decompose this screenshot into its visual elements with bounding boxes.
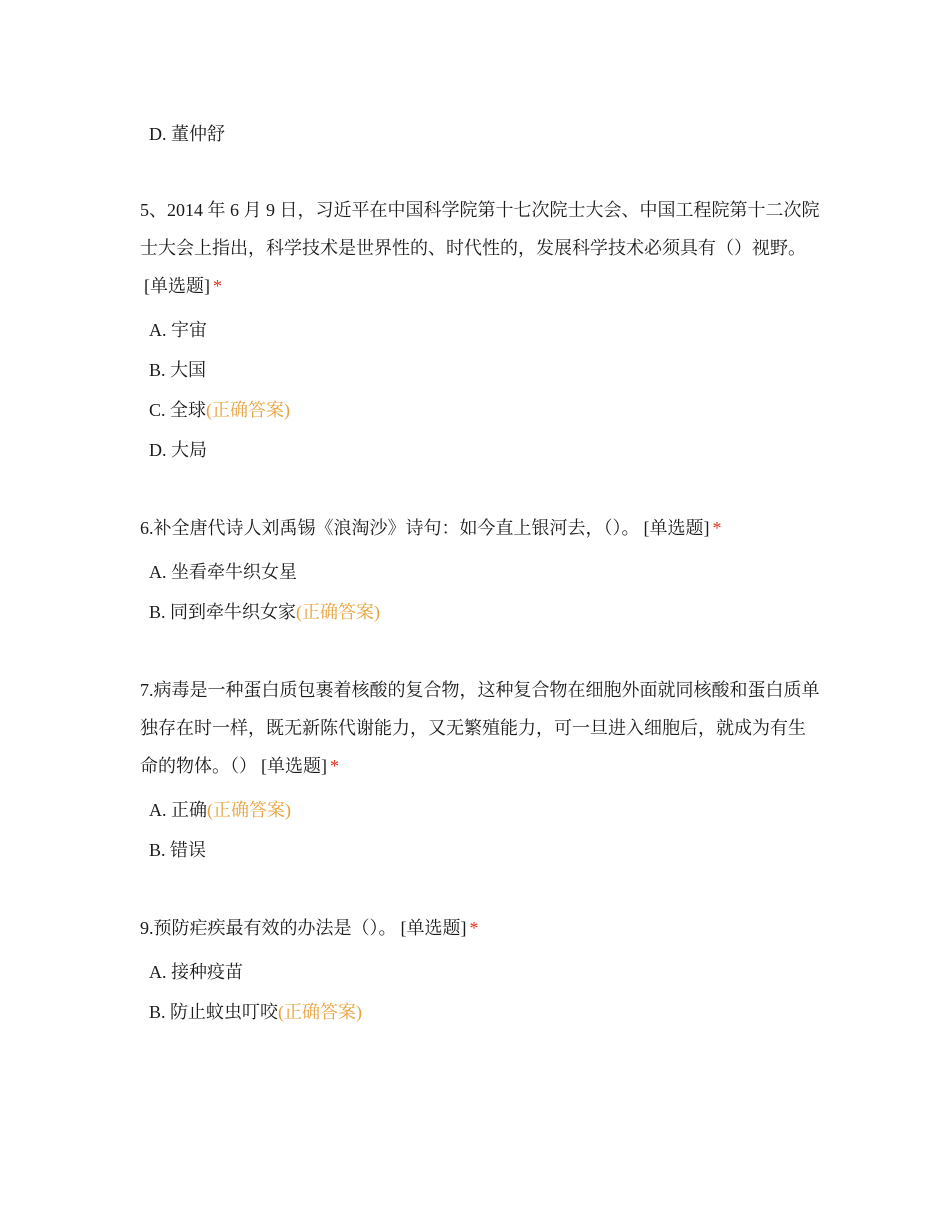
question-6 (140, 509, 820, 632)
option-a: A. 宇宙 (149, 320, 207, 340)
options-list (149, 952, 820, 1032)
option-a: A. 接种疫苗 (149, 962, 243, 982)
required-mark: * (213, 276, 222, 296)
option-a: A. 正确(正确答案) (149, 800, 291, 820)
question-type-label: [单选题] (643, 518, 710, 538)
option-b: B. 防止蚊虫叮咬(正确答案) (149, 1002, 363, 1022)
question-text: 9.预防疟疾最有效的办法是（）。 [单选题] * (140, 918, 479, 938)
question-type-label: [单选题] (400, 918, 467, 938)
question-5 (140, 191, 820, 470)
options-list (149, 790, 820, 870)
correct-answer-tag: (正确答案) (296, 602, 381, 622)
option-b: B. 同到牵牛织女家(正确答案) (149, 602, 381, 622)
question-type-label: [单选题] (261, 756, 327, 776)
option-b: B. 大国 (149, 360, 207, 380)
option-text: 董仲舒 (171, 124, 225, 144)
option-c: C. 全球(正确答案) (149, 400, 291, 420)
options-list (149, 310, 820, 470)
option-d: D. 大局 (149, 440, 207, 460)
required-mark: * (712, 518, 722, 538)
question-text: 7.病毒是一种蛋白质包裹着核酸的复合物，这种复合物在细胞外面就同核酸和蛋白质单独存在时一样，既无新陈代谢能力，又无繁殖能力，可一旦进入细胞后，就成为有生命的物体。（） [单选题] * (140, 680, 820, 776)
correct-answer-tag: (正确答案) (206, 400, 291, 420)
required-mark: * (469, 918, 479, 938)
option-d-previous-question (149, 122, 225, 146)
option-letter: D. (149, 124, 167, 144)
options-list (149, 552, 820, 632)
option-b: B. 错误 (149, 840, 207, 860)
question-text: 6.补全唐代诗人刘禹锡《浪淘沙》诗句：如今直上银河去，（）。 [单选题] * (140, 518, 722, 538)
question-7 (140, 671, 820, 870)
question-text: 5、2014 年 6 月 9 日，习近平在中国科学院第十七次院士大会、中国工程院第十二次院士大会上指出，科学技术是世界性的、时代性的，发展科学技术必须具有（）视野。[单选题] * (140, 200, 820, 296)
question-type-label: [单选题] (144, 276, 210, 296)
question-9 (140, 909, 820, 1032)
option-a: A. 坐看牵牛织女星 (149, 562, 297, 582)
correct-answer-tag: (正确答案) (207, 800, 291, 820)
required-mark: * (330, 756, 339, 776)
correct-answer-tag: (正确答案) (278, 1002, 363, 1022)
